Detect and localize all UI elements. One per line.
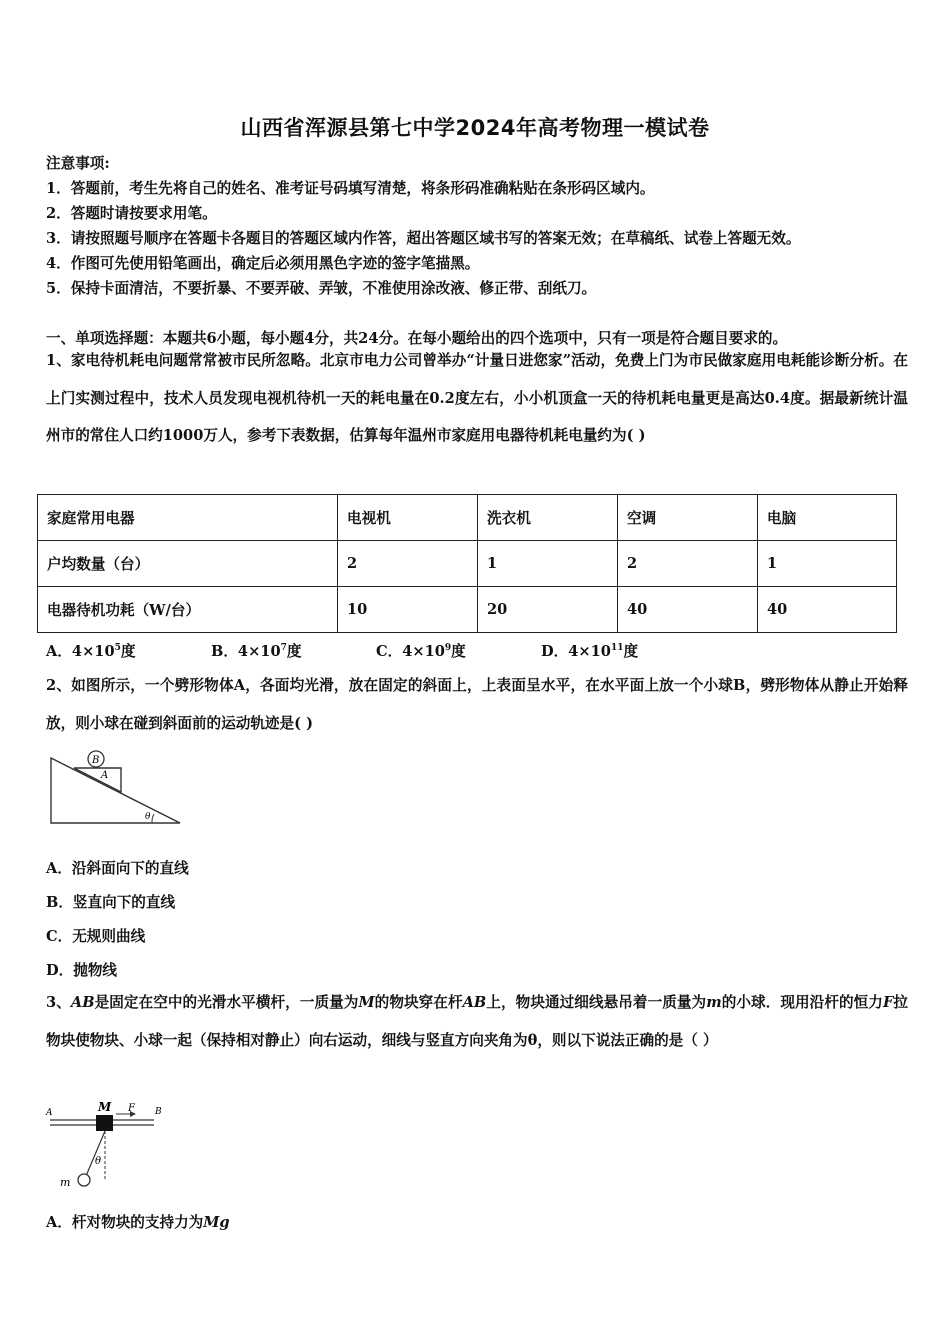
section-heading: 一、单项选择题：本题共6小题，每小题4分，共24分。在每小题给出的四个选项中，只有一项是符合题目要求的。: [46, 330, 788, 347]
table-cell: 20: [478, 587, 618, 633]
notice-item: 4．作图可先使用铅笔画出，确定后必须用黑色字迹的签字笔描黑。: [46, 255, 480, 272]
appliance-table: [37, 494, 897, 633]
option-d: D．$4\times 10^{11}$度: [541, 643, 639, 660]
block-label: M: [98, 1100, 112, 1114]
ball-m: [78, 1174, 90, 1186]
notice-item: 1．答题前，考生先将自己的姓名、准考证号码填写清楚，将条形码准确粘贴在条形码区域内。: [46, 180, 655, 197]
table-row: [38, 541, 897, 587]
angle-arc: [152, 814, 154, 823]
rod-block-ball-figure: [44, 1098, 174, 1193]
table-cell: 1: [478, 541, 618, 587]
question-1-options: [46, 640, 638, 661]
ball-label: m: [60, 1176, 71, 1189]
page-title: 山西省浑源县第七中学2024年高考物理一模试卷: [240, 116, 710, 140]
table-cell: 1: [758, 541, 897, 587]
question-2-text: 2、如图所示，一个劈形物体A，各面均光滑，放在固定的斜面上，上表面呈水平，在水平面上放一个小球B，劈形物体从静止开始释放，则小球在碰到斜面前的运动轨迹是( ): [46, 677, 908, 732]
angle-label: θ: [95, 1156, 102, 1167]
q2-option-d: D．抛物线: [46, 962, 118, 979]
table-cell: 10: [338, 587, 478, 633]
string: [86, 1131, 105, 1176]
notice-item: 3．请按照题号顺序在答题卡各题目的答题区域内作答，超出答题区域书写的答案无效；在草稿纸、试卷上答题无效。: [46, 230, 801, 247]
table-header-row: [38, 495, 897, 541]
table-cell: 空调: [618, 495, 758, 541]
question-3-text: 3、AB是固定在空中的光滑水平横杆，一质量为M的物块穿在杆AB上，物块通过细线悬吊着一质量为m的小球．现用沿杆的恒力F拉物块使物块、小球一起（保持相对静止）向右运动，细线与竖直方向夹角为θ，则以下说法正确的是（ ）: [46, 994, 908, 1049]
option-c: C．$4\times 10^9$度: [376, 643, 466, 660]
notice-item: 2．答题时请按要求用笔。: [46, 205, 217, 222]
notice-heading: 注意事项:: [46, 155, 110, 172]
wedge-a: [74, 768, 121, 792]
option-a: A．$4\times 10^5$度: [46, 643, 136, 660]
table-cell: 家庭常用电器: [38, 495, 338, 541]
rod-end-a-label: A: [46, 1108, 53, 1118]
block-m: [96, 1115, 113, 1131]
notice-item: 5．保持卡面清洁，不要折暴、不要弄破、弄皱，不准使用涂改液、修正带、刮纸刀。: [46, 280, 597, 297]
q2-option-c: C．无规则曲线: [46, 928, 146, 945]
table-cell: 户均数量（台）: [38, 541, 338, 587]
table-cell: 2: [338, 541, 478, 587]
option-b: B．$4\times 10^7$度: [211, 643, 302, 660]
wedge-on-incline-figure: [46, 746, 186, 828]
ball-label: B: [92, 755, 100, 766]
table-cell: 40: [618, 587, 758, 633]
q3-option-a: A．杆对物块的支持力为Mg: [46, 1214, 230, 1231]
question-1-text: 1、家电待机耗电问题常常被市民所忽略。北京市电力公司曾举办“计量日进您家”活动，免费上门为市民做家庭用电耗能诊断分析。在上门实测过程中，技术人员发现电视机待机一天的耗电量在0.2度左右，小小机顶盒一天的待机耗电量更是高达0.4度。据最新统计温州市的常住人口约1000万人，参考下表数据，估算每年温州市家庭用电器待机耗电量约为( ): [46, 352, 908, 445]
q2-option-b: B．竖直向下的直线: [46, 894, 176, 911]
table-cell: 2: [618, 541, 758, 587]
table-cell: 电器待机功耗（W/台）: [38, 587, 338, 633]
table-cell: 40: [758, 587, 897, 633]
table-row: [38, 587, 897, 633]
table-cell: 电视机: [338, 495, 478, 541]
table-cell: 电脑: [758, 495, 897, 541]
angle-label: θ: [145, 812, 151, 822]
q2-option-a: A．沿斜面向下的直线: [46, 860, 189, 877]
rod-end-b-label: B: [155, 1107, 162, 1117]
table-cell: 洗衣机: [478, 495, 618, 541]
block-label: A: [101, 770, 109, 781]
force-label: F: [128, 1103, 135, 1114]
